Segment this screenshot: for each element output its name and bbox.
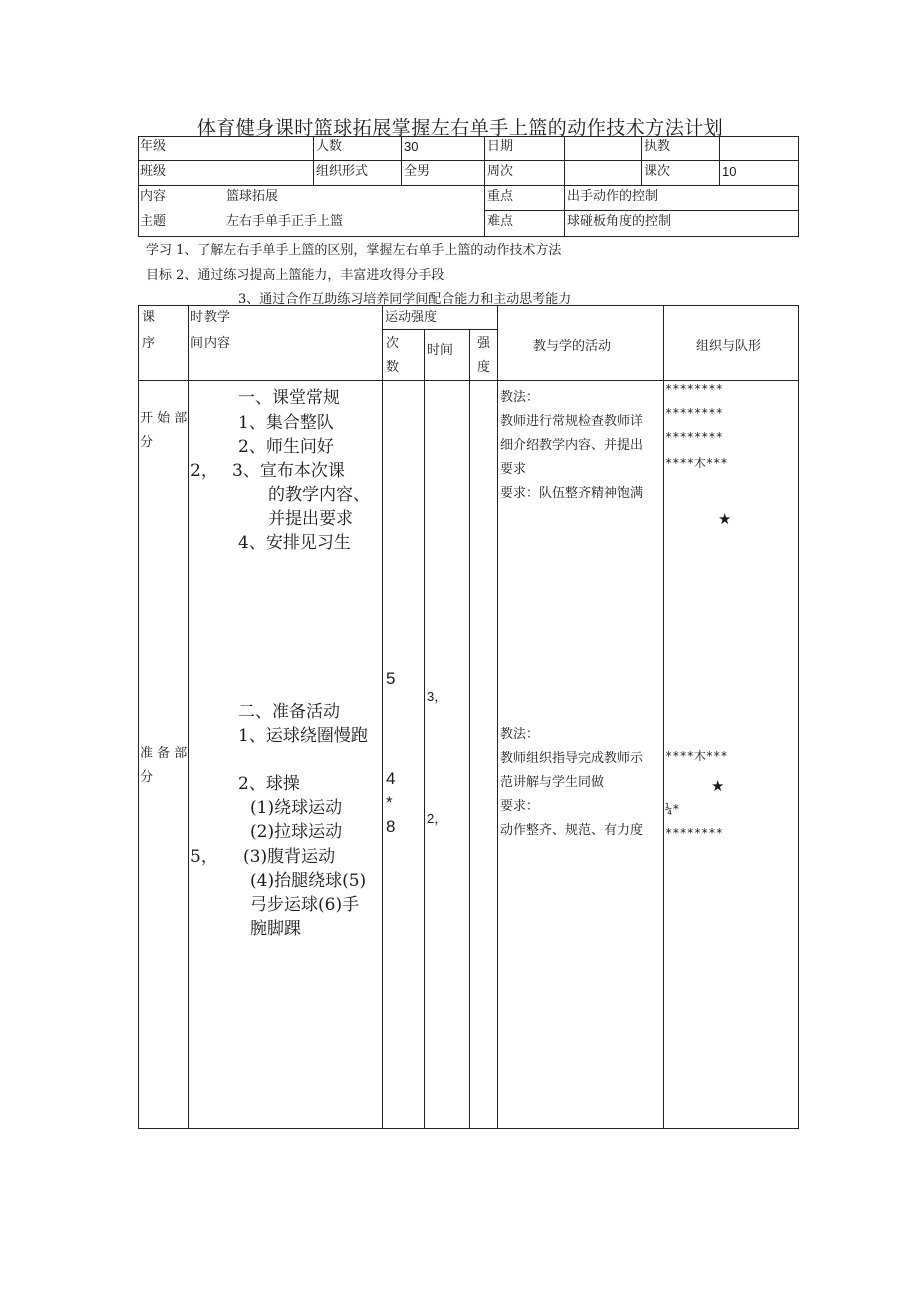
lesson-value: 10 bbox=[722, 164, 737, 179]
warmup-item: 弓步运球(6)手 bbox=[250, 895, 360, 915]
header-activities: 教与学的活动 bbox=[533, 339, 612, 354]
start-item: 3、宣布本次课 bbox=[232, 461, 345, 481]
table-border bbox=[138, 236, 799, 237]
header-content-2: 内容 bbox=[204, 336, 231, 351]
table-border bbox=[138, 1128, 799, 1129]
header-strength-1: 强 bbox=[477, 336, 491, 351]
table-border bbox=[401, 136, 402, 185]
table-border bbox=[138, 185, 799, 186]
goal-line-2: 目标 2、通过练习提高上篮能力，丰富进攻得分手段 bbox=[146, 268, 445, 283]
header-formation: 组织与队形 bbox=[696, 339, 762, 354]
table-border bbox=[719, 136, 720, 185]
topic-value: 左右手单手正手上篮 bbox=[226, 214, 344, 229]
goal-line-3: 3、通过合作互助练习培养同学间配合能力和主动思考能力 bbox=[238, 292, 572, 307]
warmup-section-label-1: 准 备 部 bbox=[140, 746, 188, 761]
table-border bbox=[484, 136, 485, 236]
difficulty-label: 难点 bbox=[487, 214, 514, 229]
start-item: 1、集合整队 bbox=[238, 413, 334, 433]
start-section-label-2: 分 bbox=[140, 435, 154, 450]
header-intensity: 运动强度 bbox=[385, 310, 438, 325]
warmup-formation-row: ****木*** bbox=[665, 749, 728, 763]
page-title: 体育健身课时篮球拓展掌握左右单手上篮的动作技术方法计划 bbox=[196, 117, 724, 139]
table-border bbox=[424, 329, 425, 1128]
class-label: 班级 bbox=[140, 164, 167, 179]
table-border bbox=[663, 305, 664, 1128]
warmup-duration: 2， bbox=[427, 811, 448, 826]
warmup-reps: 8 bbox=[386, 817, 396, 836]
table-border bbox=[484, 210, 799, 211]
key-value: 出手动作的控制 bbox=[567, 189, 659, 204]
warmup-item: (2)拉球运动 bbox=[250, 822, 343, 842]
table-border bbox=[564, 136, 565, 236]
table-border bbox=[138, 136, 799, 137]
start-formation-row: ****木*** bbox=[665, 456, 728, 470]
warmup-formation-row: ******** bbox=[665, 826, 723, 840]
teacher-label: 执教 bbox=[644, 139, 671, 154]
table-border bbox=[138, 160, 799, 161]
key-label: 重点 bbox=[487, 189, 514, 204]
warmup-item: 二、准备活动 bbox=[238, 702, 340, 722]
table-border bbox=[798, 136, 799, 236]
start-activity: 要求 bbox=[500, 462, 527, 477]
start-formation-row: ******** bbox=[665, 382, 723, 396]
table-border bbox=[138, 305, 139, 1128]
table-border bbox=[641, 136, 642, 185]
topic-label: 主题 bbox=[140, 214, 167, 229]
start-section-label-1: 开 始 部 bbox=[140, 411, 188, 426]
warmup-reps: * bbox=[386, 793, 393, 812]
start-activity: 要求：队伍整齐精神饱满 bbox=[500, 486, 644, 501]
table-border bbox=[382, 329, 497, 330]
warmup-section-label-2: 分 bbox=[140, 770, 154, 785]
header-duration: 时间 bbox=[427, 343, 454, 358]
warmup-item: 腕脚踝 bbox=[250, 919, 301, 939]
start-activity: 教法： bbox=[500, 390, 540, 405]
content-value: 篮球拓展 bbox=[226, 189, 279, 204]
warmup-activity: 要求： bbox=[500, 799, 540, 814]
table-border bbox=[188, 305, 189, 1128]
header-reps-2: 数 bbox=[386, 360, 400, 375]
warmup-activity: 教师组织指导完成教师示 bbox=[500, 751, 644, 766]
count-label: 人数 bbox=[316, 139, 343, 154]
difficulty-value: 球碰板角度的控制 bbox=[567, 214, 672, 229]
start-formation-row: ******** bbox=[665, 430, 723, 444]
header-reps-1: 次 bbox=[386, 336, 400, 351]
lesson-label: 课次 bbox=[644, 164, 671, 179]
count-value: 30 bbox=[404, 139, 419, 154]
start-duration: 3， bbox=[427, 689, 448, 704]
start-formation-row: ******** bbox=[665, 406, 723, 420]
start-reps: 5 bbox=[386, 669, 396, 688]
header-time-1: 时 bbox=[190, 310, 204, 325]
warmup-item: 1、运球绕圈慢跑 bbox=[238, 726, 368, 746]
header-content-1: 教学 bbox=[204, 310, 231, 325]
table-border bbox=[382, 305, 383, 1128]
warmup-item: 2、球操 bbox=[238, 774, 300, 794]
warmup-teacher-star-icon: ★ bbox=[711, 777, 725, 795]
table-border bbox=[313, 136, 314, 185]
start-time: 2， bbox=[190, 461, 218, 481]
start-activity: 教师进行常规检查教师详 bbox=[500, 414, 644, 429]
start-activity: 细介绍教学内容、并提出 bbox=[500, 438, 644, 453]
table-border bbox=[798, 305, 799, 1128]
table-border bbox=[138, 305, 799, 306]
warmup-activity: 范讲解与学生同做 bbox=[500, 775, 605, 790]
org-label: 组织形式 bbox=[316, 164, 369, 179]
header-section-2: 序 bbox=[142, 336, 156, 351]
header-time-2: 间 bbox=[190, 336, 204, 351]
date-label: 日期 bbox=[487, 139, 514, 154]
start-item: 并提出要求 bbox=[268, 509, 353, 529]
grade-label: 年级 bbox=[140, 139, 167, 154]
table-border bbox=[138, 136, 139, 236]
header-section-1: 课 bbox=[142, 310, 156, 325]
start-item: 的教学内容、 bbox=[268, 485, 370, 505]
warmup-item: (4)抬腿绕球(5) bbox=[250, 871, 367, 891]
content-label: 内容 bbox=[140, 189, 167, 204]
goal-line-1: 学习 1、了解左右手单手上篮的区别，掌握左右单手上篮的动作技术方法 bbox=[146, 243, 562, 258]
warmup-item: (3)腹背运动 bbox=[243, 847, 336, 867]
warmup-activity: 动作整齐、规范、有力度 bbox=[500, 823, 644, 838]
warmup-activity: 教法： bbox=[500, 727, 540, 742]
start-item: 4、安排见习生 bbox=[238, 533, 351, 553]
table-border bbox=[469, 329, 470, 1128]
header-strength-2: 度 bbox=[477, 360, 491, 375]
warmup-formation-row: ¼* bbox=[665, 802, 680, 816]
org-value: 全男 bbox=[404, 164, 431, 179]
warmup-time: 5， bbox=[190, 847, 218, 867]
start-teacher-star-icon: ★ bbox=[718, 510, 732, 528]
start-item: 2、师生问好 bbox=[238, 437, 334, 457]
table-border bbox=[497, 305, 498, 1128]
start-item: 一、课堂常规 bbox=[238, 388, 340, 408]
warmup-item: (1)绕球运动 bbox=[250, 798, 343, 818]
week-label: 周次 bbox=[487, 164, 514, 179]
warmup-reps: 4 bbox=[386, 769, 396, 788]
